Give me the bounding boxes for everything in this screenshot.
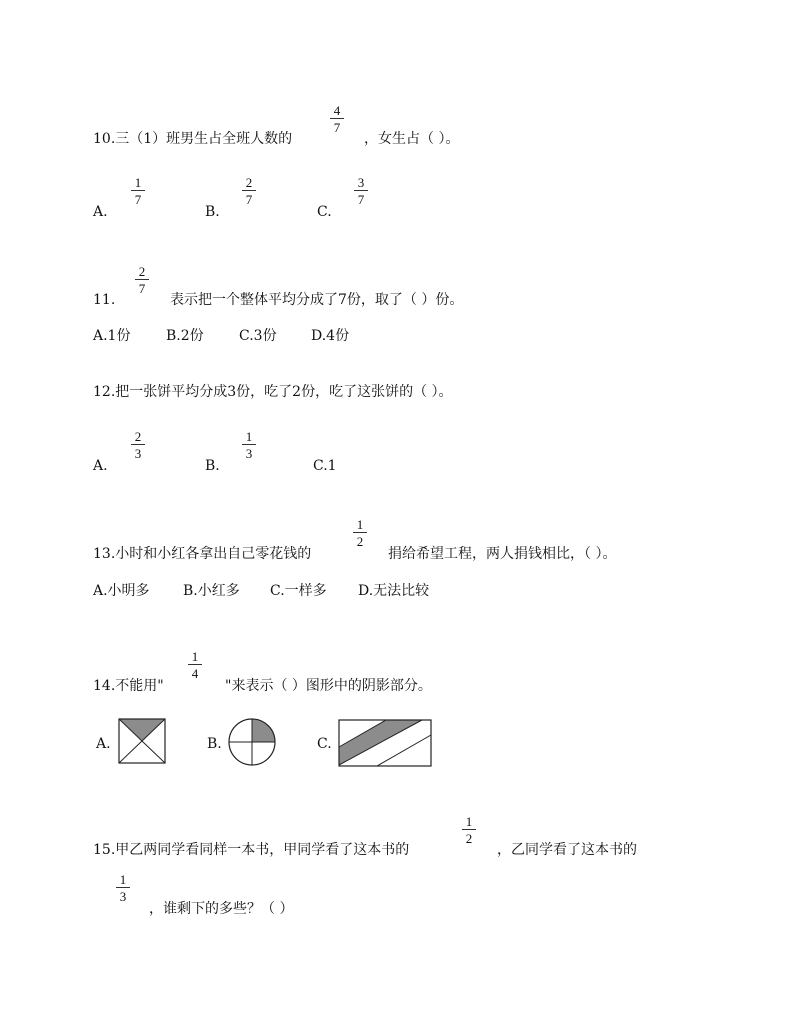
q14-stem-end: "来表示（ ）图形中的阴影部分。 — [225, 678, 432, 694]
q12-option-c: C.1 — [313, 458, 337, 474]
q14-option-c-label: C. — [317, 736, 332, 752]
q11-number: 11. — [93, 292, 116, 308]
q11-option-d: D.4份 — [311, 328, 350, 344]
q10-stem-end: ，女生占（ ）。 — [364, 131, 460, 147]
q13-stem: 13.小时和小红各拿出自己零花钱的 — [93, 546, 312, 562]
q11-option-b: B.2份 — [166, 328, 204, 344]
q13-stem-end: 捐给希望工程，两人捐钱相比，（ ）。 — [388, 546, 617, 562]
q15-fraction-2: 1 3 — [115, 873, 131, 903]
q11-option-c: C.3份 — [239, 328, 277, 344]
q15-stem-mid: ，乙同学看了这本书的 — [497, 842, 637, 858]
q10-option-c-label: C. — [317, 204, 332, 220]
q10-stem: 10.三（1）班男生占全班人数的 — [93, 131, 293, 147]
q10-fraction: 4 7 — [329, 104, 345, 134]
q12-stem: 12.把一张饼平均分成3份，吃了2份，吃了这张饼的（ ）。 — [93, 384, 453, 400]
q10-option-a-fraction: 1 7 — [130, 176, 146, 206]
q13-option-a: A.小明多 — [93, 583, 150, 599]
q10-option-c-fraction: 3 7 — [353, 176, 369, 206]
q14-stem: 14.不能用" — [93, 678, 164, 694]
q13-option-b: B.小红多 — [183, 583, 240, 599]
q15-fraction-1: 1 2 — [461, 815, 477, 845]
q14-square-shaded-triangle — [119, 719, 165, 741]
q11-stem: 表示把一个整体平均分成了7份，取了（ ）份。 — [170, 292, 464, 308]
q15-stem-end: ，谁剩下的多些？（ ） — [149, 901, 294, 917]
q12-option-a-fraction: 2 3 — [130, 430, 146, 460]
q14-option-b-label: B. — [207, 736, 222, 752]
q11-fraction: 2 7 — [134, 265, 150, 295]
q13-fraction: 1 2 — [352, 518, 368, 548]
q10-option-a-label: A. — [93, 204, 108, 220]
q14-option-a-label: A. — [96, 736, 111, 752]
q10-option-b-fraction: 2 7 — [241, 176, 257, 206]
q14-rectangle-figure — [338, 719, 432, 767]
q13-option-d: D.无法比较 — [358, 583, 430, 599]
q14-fraction: 1 4 — [187, 650, 203, 680]
q11-option-a: A.1份 — [93, 328, 131, 344]
q13-option-c: C.一样多 — [270, 583, 327, 599]
q15-stem: 15.甲乙两同学看同样一本书，甲同学看了这本书的 — [93, 842, 410, 858]
q14-square-figure — [118, 718, 166, 764]
q12-option-b-fraction: 1 3 — [241, 430, 257, 460]
q12-option-a-label: A. — [93, 458, 108, 474]
q10-option-b-label: B. — [205, 204, 220, 220]
q14-circle-figure — [227, 717, 277, 767]
q12-option-b-label: B. — [205, 458, 220, 474]
